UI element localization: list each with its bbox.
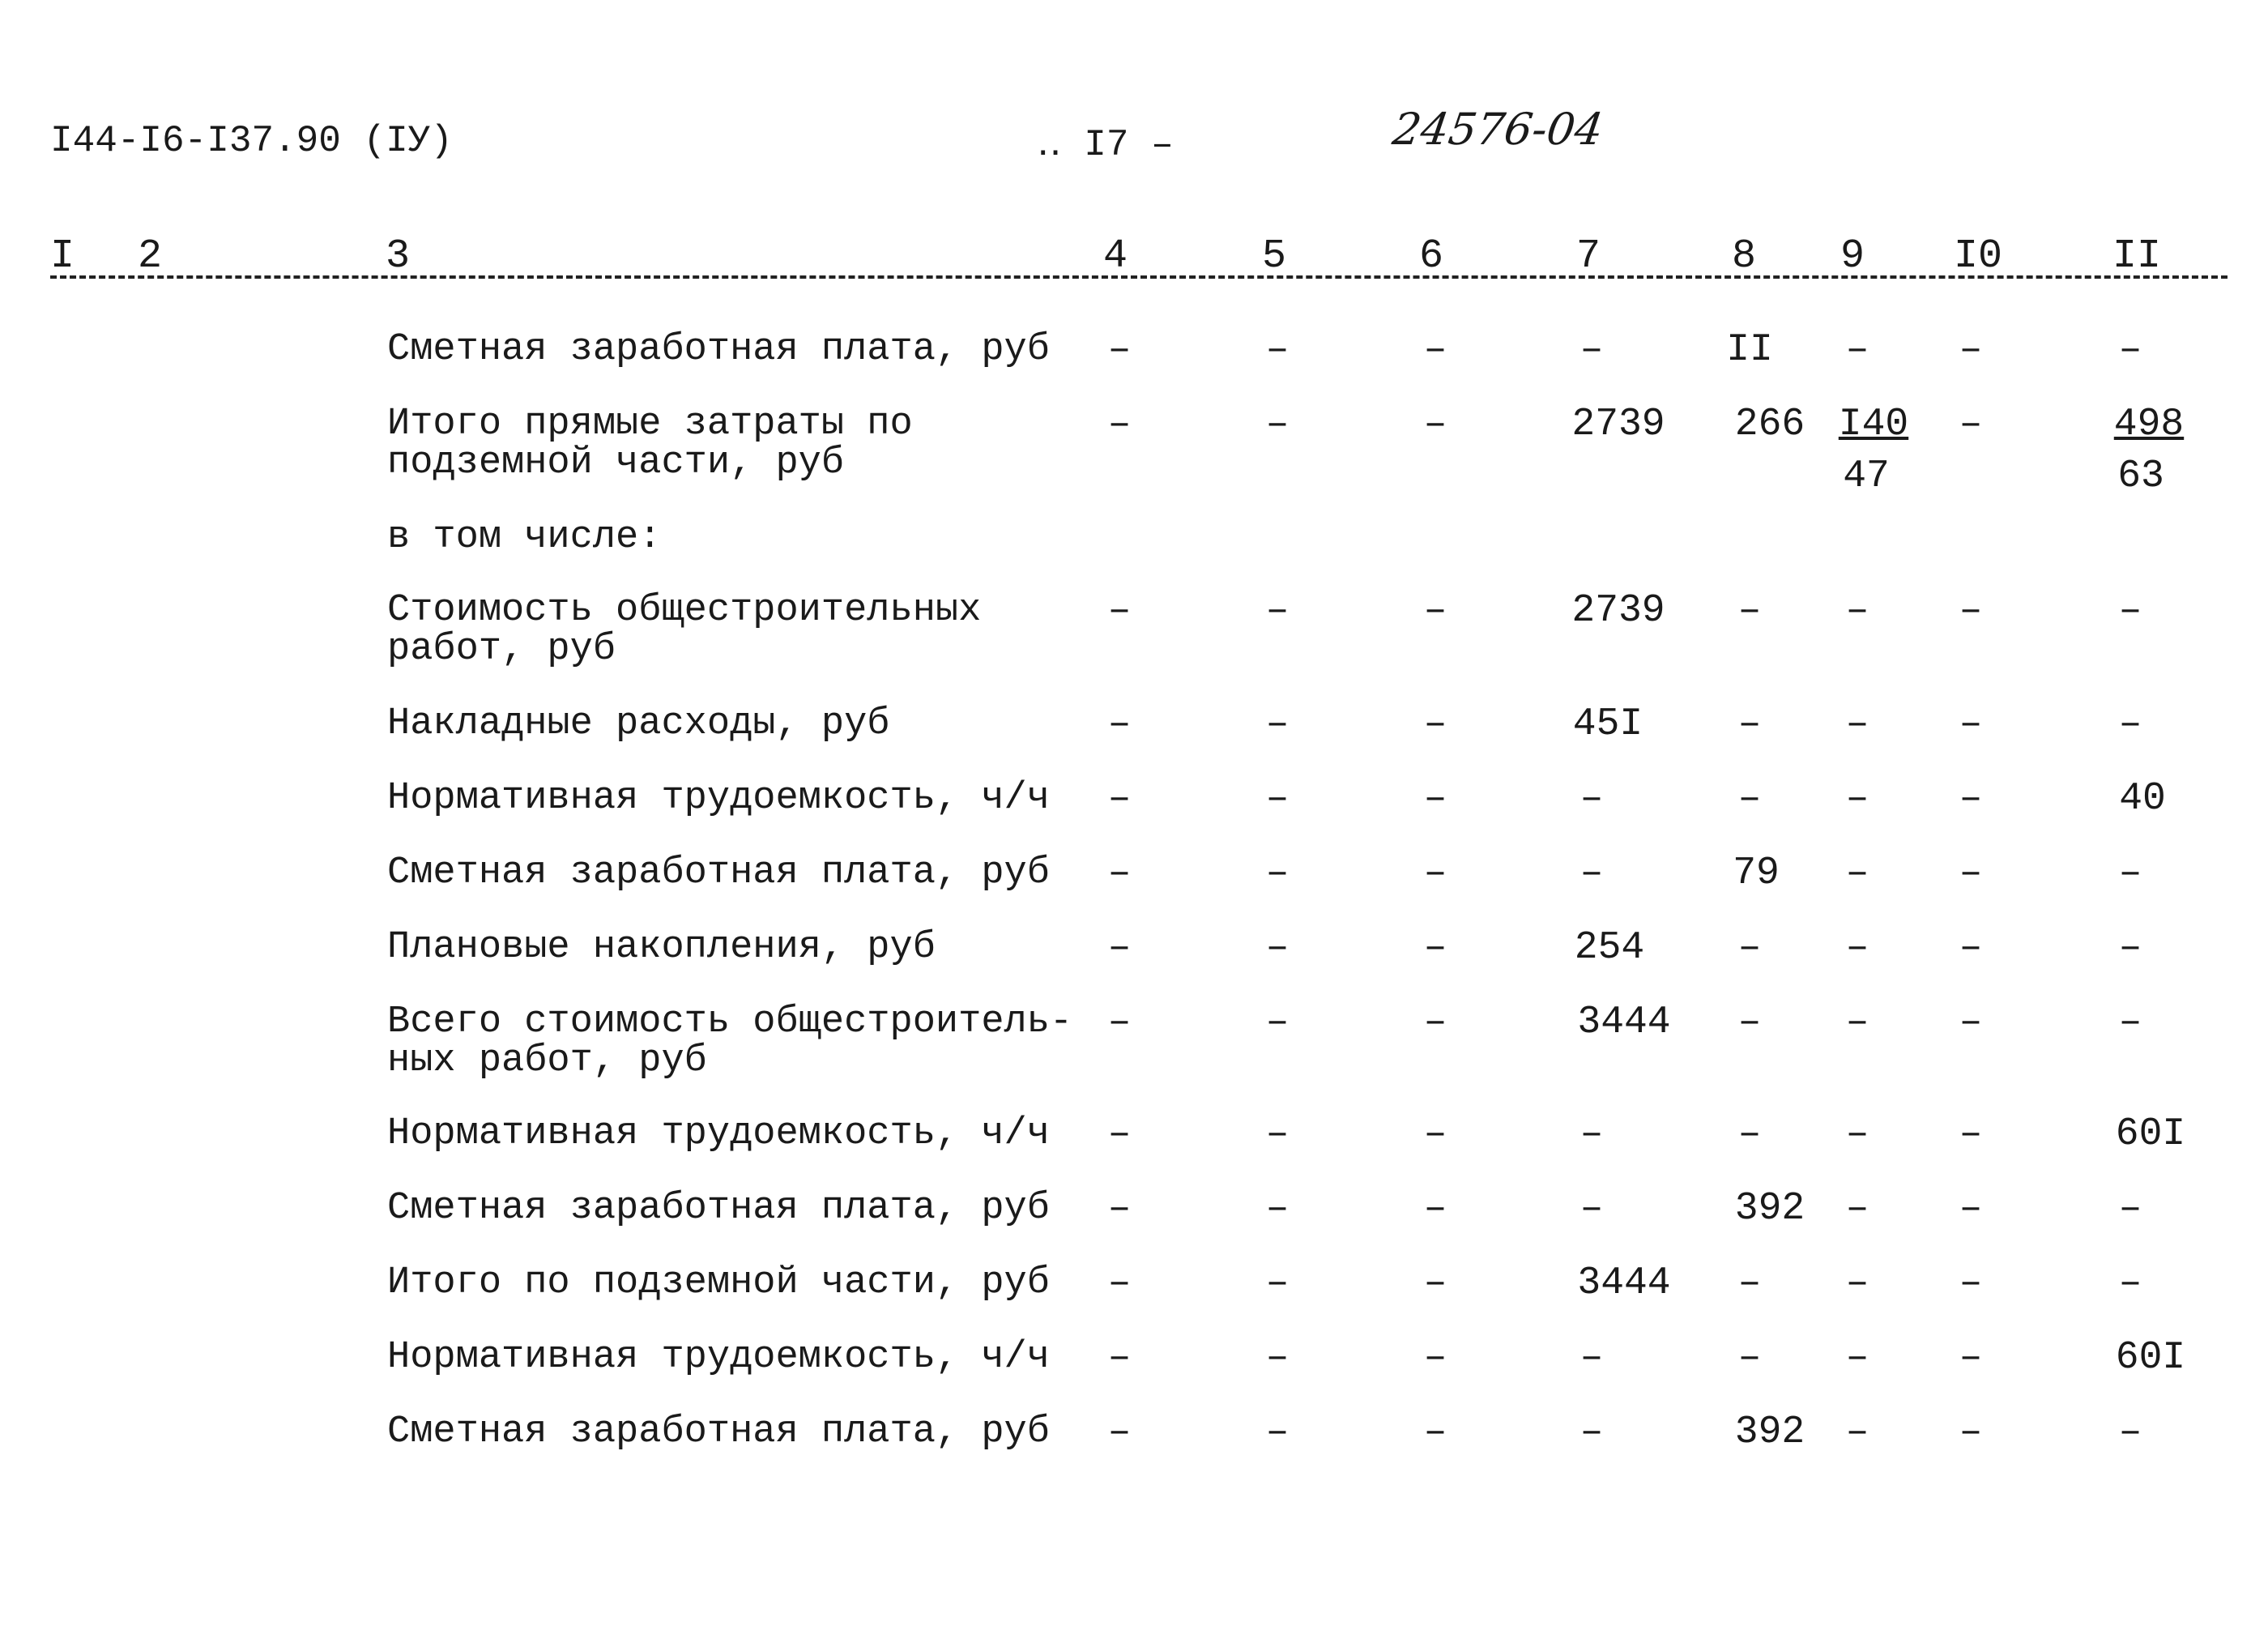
cell-col6: – — [1423, 777, 1447, 821]
cell-col10: – — [1959, 1336, 1983, 1380]
cell-col9: – — [1845, 1336, 1869, 1380]
cell-col9: – — [1845, 1261, 1869, 1305]
cell-col8: – — [1737, 777, 1762, 821]
cell-col5: – — [1265, 1112, 1290, 1156]
cell-col6: – — [1423, 702, 1447, 746]
cell-col6: – — [1423, 403, 1447, 446]
cell-col5: – — [1265, 589, 1290, 633]
row-description: Всего стоимость общестроитель-ных работ, руб — [387, 1001, 1073, 1082]
cell-col8: 392 — [1734, 1410, 1805, 1454]
cell-col4: – — [1107, 1261, 1132, 1305]
cell-col6: – — [1423, 1410, 1447, 1454]
cell-col11: – — [2118, 1001, 2142, 1044]
cell-col11: – — [2118, 589, 2142, 633]
cell-col4: – — [1107, 777, 1132, 821]
column-header-1: I — [50, 233, 75, 280]
cell-col5: – — [1265, 1261, 1290, 1305]
cell-col10: – — [1959, 851, 1983, 895]
cell-col5: – — [1265, 403, 1290, 446]
cell-col10: – — [1959, 1261, 1983, 1305]
cell-col4: – — [1107, 926, 1132, 970]
row-description: Нормативная трудоемкость, ч/ч — [387, 1112, 1050, 1155]
page-number: ‥ I7 – — [1037, 124, 1174, 166]
row-description: Сметная заработная плата, руб — [387, 1187, 1050, 1230]
cell-col7: 3444 — [1577, 1001, 1671, 1044]
cell-col11-bottom: 63 — [2117, 455, 2164, 498]
row-description: Стоимость общестроительных работ, руб — [387, 589, 982, 671]
cell-col8: – — [1737, 1261, 1762, 1305]
cell-col7: – — [1580, 1187, 1604, 1231]
cell-col6: – — [1423, 328, 1447, 372]
row-description: Накладные расходы, руб — [387, 702, 890, 745]
column-header-2: 2 — [138, 233, 163, 280]
row-description: Нормативная трудоемкость, ч/ч — [387, 777, 1050, 820]
cell-col4: – — [1107, 403, 1132, 446]
cell-col7: 254 — [1574, 926, 1645, 970]
cell-col11: – — [2118, 1187, 2142, 1231]
cell-col4: – — [1107, 1112, 1132, 1156]
cell-col11: – — [2118, 702, 2142, 746]
row-description: Нормативная трудоемкость, ч/ч — [387, 1336, 1050, 1379]
cell-col10: – — [1959, 926, 1983, 970]
cell-col8: – — [1737, 1336, 1762, 1380]
column-header-4: 4 — [1103, 233, 1128, 280]
cell-col5: – — [1265, 702, 1290, 746]
cell-col10: – — [1959, 403, 1983, 446]
cell-col11: – — [2118, 1261, 2142, 1305]
cell-col4: – — [1107, 589, 1132, 633]
cell-col9: – — [1845, 1112, 1869, 1156]
cell-col6: – — [1423, 1336, 1447, 1380]
cell-col8: 266 — [1734, 403, 1805, 446]
cell-col11-top: 498 — [2113, 403, 2185, 446]
cell-col10: – — [1959, 589, 1983, 633]
cell-col5: – — [1265, 1001, 1290, 1044]
cell-col9: – — [1845, 926, 1869, 970]
cell-col9: – — [1845, 589, 1869, 633]
cell-col8: – — [1737, 702, 1762, 746]
row-description: Сметная заработная плата, руб — [387, 851, 1050, 894]
cell-col9: – — [1845, 1187, 1869, 1231]
cell-col9: – — [1845, 328, 1869, 372]
column-header-8: 8 — [1732, 233, 1757, 280]
row-description: Плановые накопления, руб — [387, 926, 936, 969]
row-description: Сметная заработная плата, руб — [387, 328, 1050, 371]
row-description: Итого прямые затраты по подземной части, руб — [387, 403, 913, 484]
cell-col6: – — [1423, 851, 1447, 895]
cell-col4: – — [1107, 1410, 1132, 1454]
cell-col9: – — [1845, 1001, 1869, 1044]
cell-col9: – — [1845, 702, 1869, 746]
cell-col5: – — [1265, 777, 1290, 821]
cell-col5: – — [1265, 1336, 1290, 1380]
cell-col7: 45I — [1572, 702, 1643, 746]
cell-col11: – — [2118, 926, 2142, 970]
column-header-5: 5 — [1262, 233, 1287, 280]
document-code: I44-I6-I37.90 (IУ) — [50, 120, 453, 162]
cell-col9: – — [1845, 1410, 1869, 1454]
cell-col5: – — [1265, 1187, 1290, 1231]
cell-col5: – — [1265, 851, 1290, 895]
cell-col4: – — [1107, 1336, 1132, 1380]
cell-col10: – — [1959, 328, 1983, 372]
cell-col4: – — [1107, 851, 1132, 895]
row-description: в том числе: — [387, 516, 662, 559]
cell-col9-bottom: 47 — [1843, 455, 1890, 498]
cell-col4: – — [1107, 1187, 1132, 1231]
cell-col8: – — [1737, 1112, 1762, 1156]
cell-col7: – — [1580, 851, 1604, 895]
cell-col11: 40 — [2119, 777, 2166, 821]
cell-col7: 2739 — [1571, 589, 1665, 633]
column-header-7: 7 — [1576, 233, 1601, 280]
cell-col7: – — [1580, 777, 1604, 821]
cell-col5: – — [1265, 328, 1290, 372]
row-description: Сметная заработная плата, руб — [387, 1410, 1050, 1453]
cell-col7: – — [1580, 1410, 1604, 1454]
cell-col4: – — [1107, 328, 1132, 372]
cell-col10: – — [1959, 777, 1983, 821]
cell-col10: – — [1959, 1112, 1983, 1156]
cell-col4: – — [1107, 1001, 1132, 1044]
handwritten-number: 24576-04 — [1389, 104, 1607, 155]
cell-col6: – — [1423, 1112, 1447, 1156]
column-header-9: 9 — [1840, 233, 1865, 280]
column-header-10: I0 — [1954, 233, 2003, 280]
cell-col7: – — [1580, 1336, 1604, 1380]
column-header-6: 6 — [1419, 233, 1444, 280]
cell-col8: II — [1726, 328, 1773, 372]
cell-col11: – — [2118, 328, 2142, 372]
cell-col11: – — [2118, 1410, 2142, 1454]
cell-col6: – — [1423, 589, 1447, 633]
cell-col4: – — [1107, 702, 1132, 746]
cell-col11: 60I — [2115, 1112, 2186, 1156]
header-divider — [50, 275, 2228, 279]
column-header-3: 3 — [386, 233, 411, 280]
cell-col10: – — [1959, 702, 1983, 746]
cell-col9: – — [1845, 851, 1869, 895]
column-header-11: II — [2112, 233, 2162, 280]
cell-col10: – — [1959, 1410, 1983, 1454]
cell-col11: – — [2118, 851, 2142, 895]
cell-col5: – — [1265, 926, 1290, 970]
cell-col5: – — [1265, 1410, 1290, 1454]
cell-col8: 392 — [1734, 1187, 1805, 1231]
cell-col9-top: I40 — [1838, 403, 1909, 446]
cell-col6: – — [1423, 1001, 1447, 1044]
cell-col8: – — [1737, 589, 1762, 633]
cell-col8: – — [1737, 1001, 1762, 1044]
cell-col7: 3444 — [1577, 1261, 1671, 1305]
cell-col10: – — [1959, 1187, 1983, 1231]
cell-col6: – — [1423, 1187, 1447, 1231]
cell-col7: – — [1580, 328, 1604, 372]
cell-col9: – — [1845, 777, 1869, 821]
cell-col11 — [2088, 405, 2210, 496]
cell-col8: 79 — [1733, 851, 1780, 895]
cell-col10: – — [1959, 1001, 1983, 1044]
cell-col7: – — [1580, 1112, 1604, 1156]
cell-col11: 60I — [2115, 1336, 2186, 1380]
cell-col7: 2739 — [1571, 403, 1665, 446]
cell-col6: – — [1423, 1261, 1447, 1305]
cell-col8: – — [1737, 926, 1762, 970]
cell-col6: – — [1423, 926, 1447, 970]
row-description: Итого по подземной части, руб — [387, 1261, 1050, 1304]
